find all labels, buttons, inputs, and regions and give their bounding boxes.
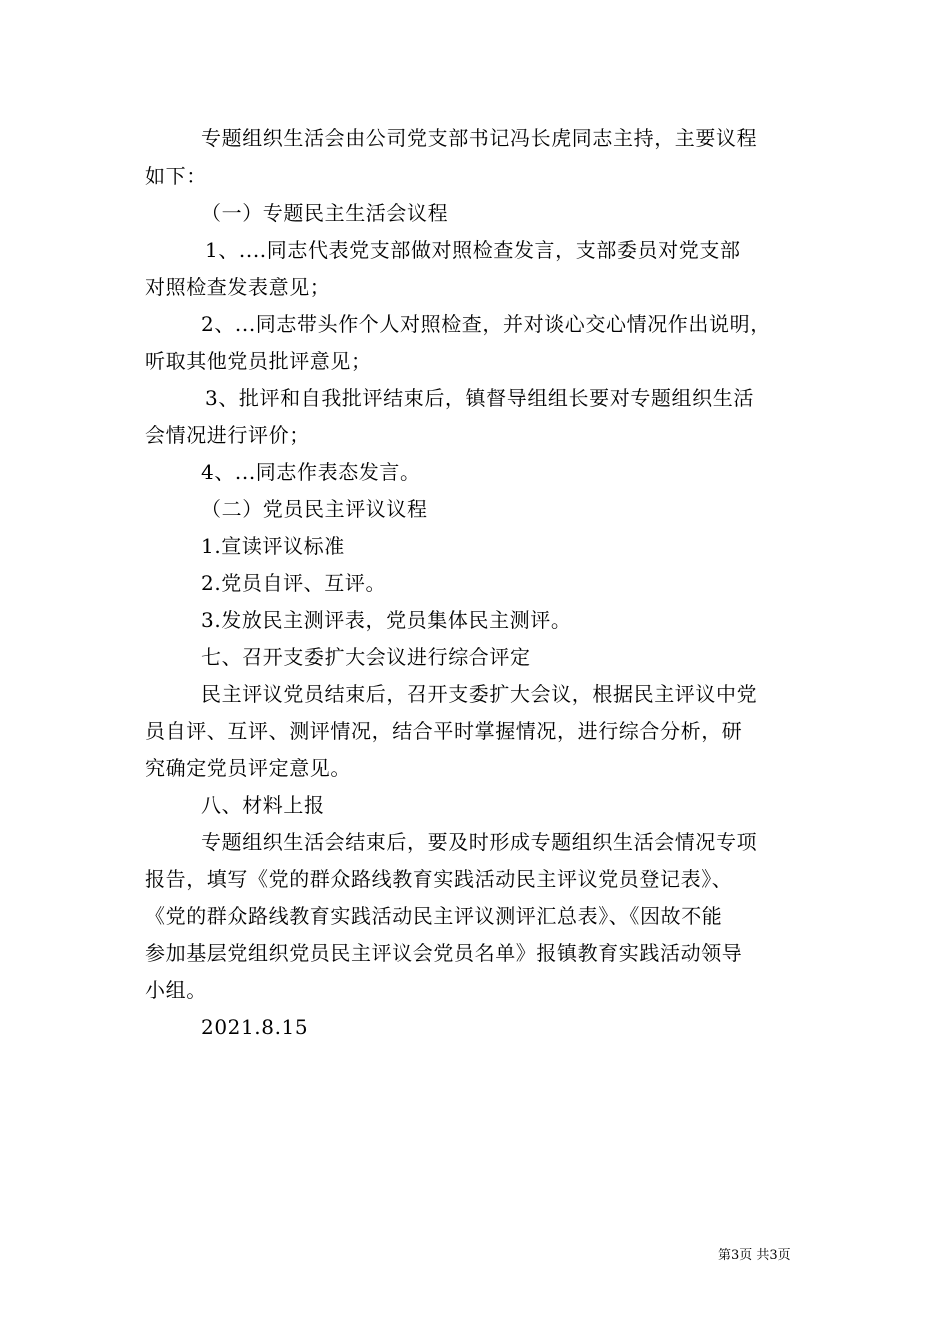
paragraph-line: 如下： (145, 164, 207, 188)
paragraph-line: 1、....同志代表党支部做对照检查发言，支部委员对党支部 (205, 238, 741, 262)
paragraph-line: 员自评、互评、测评情况，结合平时掌握情况，进行综合分析，研 (145, 719, 743, 743)
section-heading: 八、材料上报 (201, 793, 325, 817)
paragraph-line: 民主评议党员结束后，召开支委扩大会议，根据民主评议中党 (201, 682, 758, 706)
section-heading: 七、召开支委扩大会议进行综合评定 (201, 645, 531, 669)
paragraph-line: 《党的群众路线教育实践活动民主评议测评汇总表》、《因故不能 (145, 904, 723, 928)
paragraph-line: 小组。 (145, 978, 207, 1002)
paragraph-line: 对照检查发表意见； (145, 275, 331, 299)
paragraph-line: 听取其他党员批评意见； (145, 349, 372, 373)
paragraph-line: 2、...同志带头作个人对照检查，并对谈心交心情况作出说明， (201, 312, 771, 336)
document-date: 2021.8.15 (201, 1015, 309, 1039)
list-item: 3.发放民主测评表，党员集体民主测评。 (201, 608, 572, 632)
paragraph-line: 参加基层党组织党员民主评议会党员名单》报镇教育实践活动领导 (145, 941, 743, 965)
paragraph-line: 专题组织生活会由公司党支部书记冯长虎同志主持，主要议程 (201, 126, 758, 150)
paragraph-line: 会情况进行评价； (145, 423, 310, 447)
section-heading: （二）党员民主评议议程 (201, 497, 428, 521)
paragraph-line: 专题组织生活会结束后，要及时形成专题组织生活会情况专项 (201, 830, 758, 854)
paragraph-line: 报告，填写《党的群众路线教育实践活动民主评议党员登记表》、 (145, 867, 733, 891)
paragraph-line: 4、...同志作表态发言。 (201, 460, 421, 484)
paragraph-line: 3、批评和自我批评结束后，镇督导组组长要对专题组织生活 (205, 386, 754, 410)
paragraph-line: 究确定党员评定意见。 (145, 756, 351, 780)
list-item: 2.党员自评、互评。 (201, 571, 387, 595)
page-number-footer: 第3页 共3页 (718, 1248, 791, 1263)
section-heading: （一）专题民主生活会议程 (201, 201, 449, 225)
list-item: 1.宣读评议标准 (201, 534, 345, 558)
